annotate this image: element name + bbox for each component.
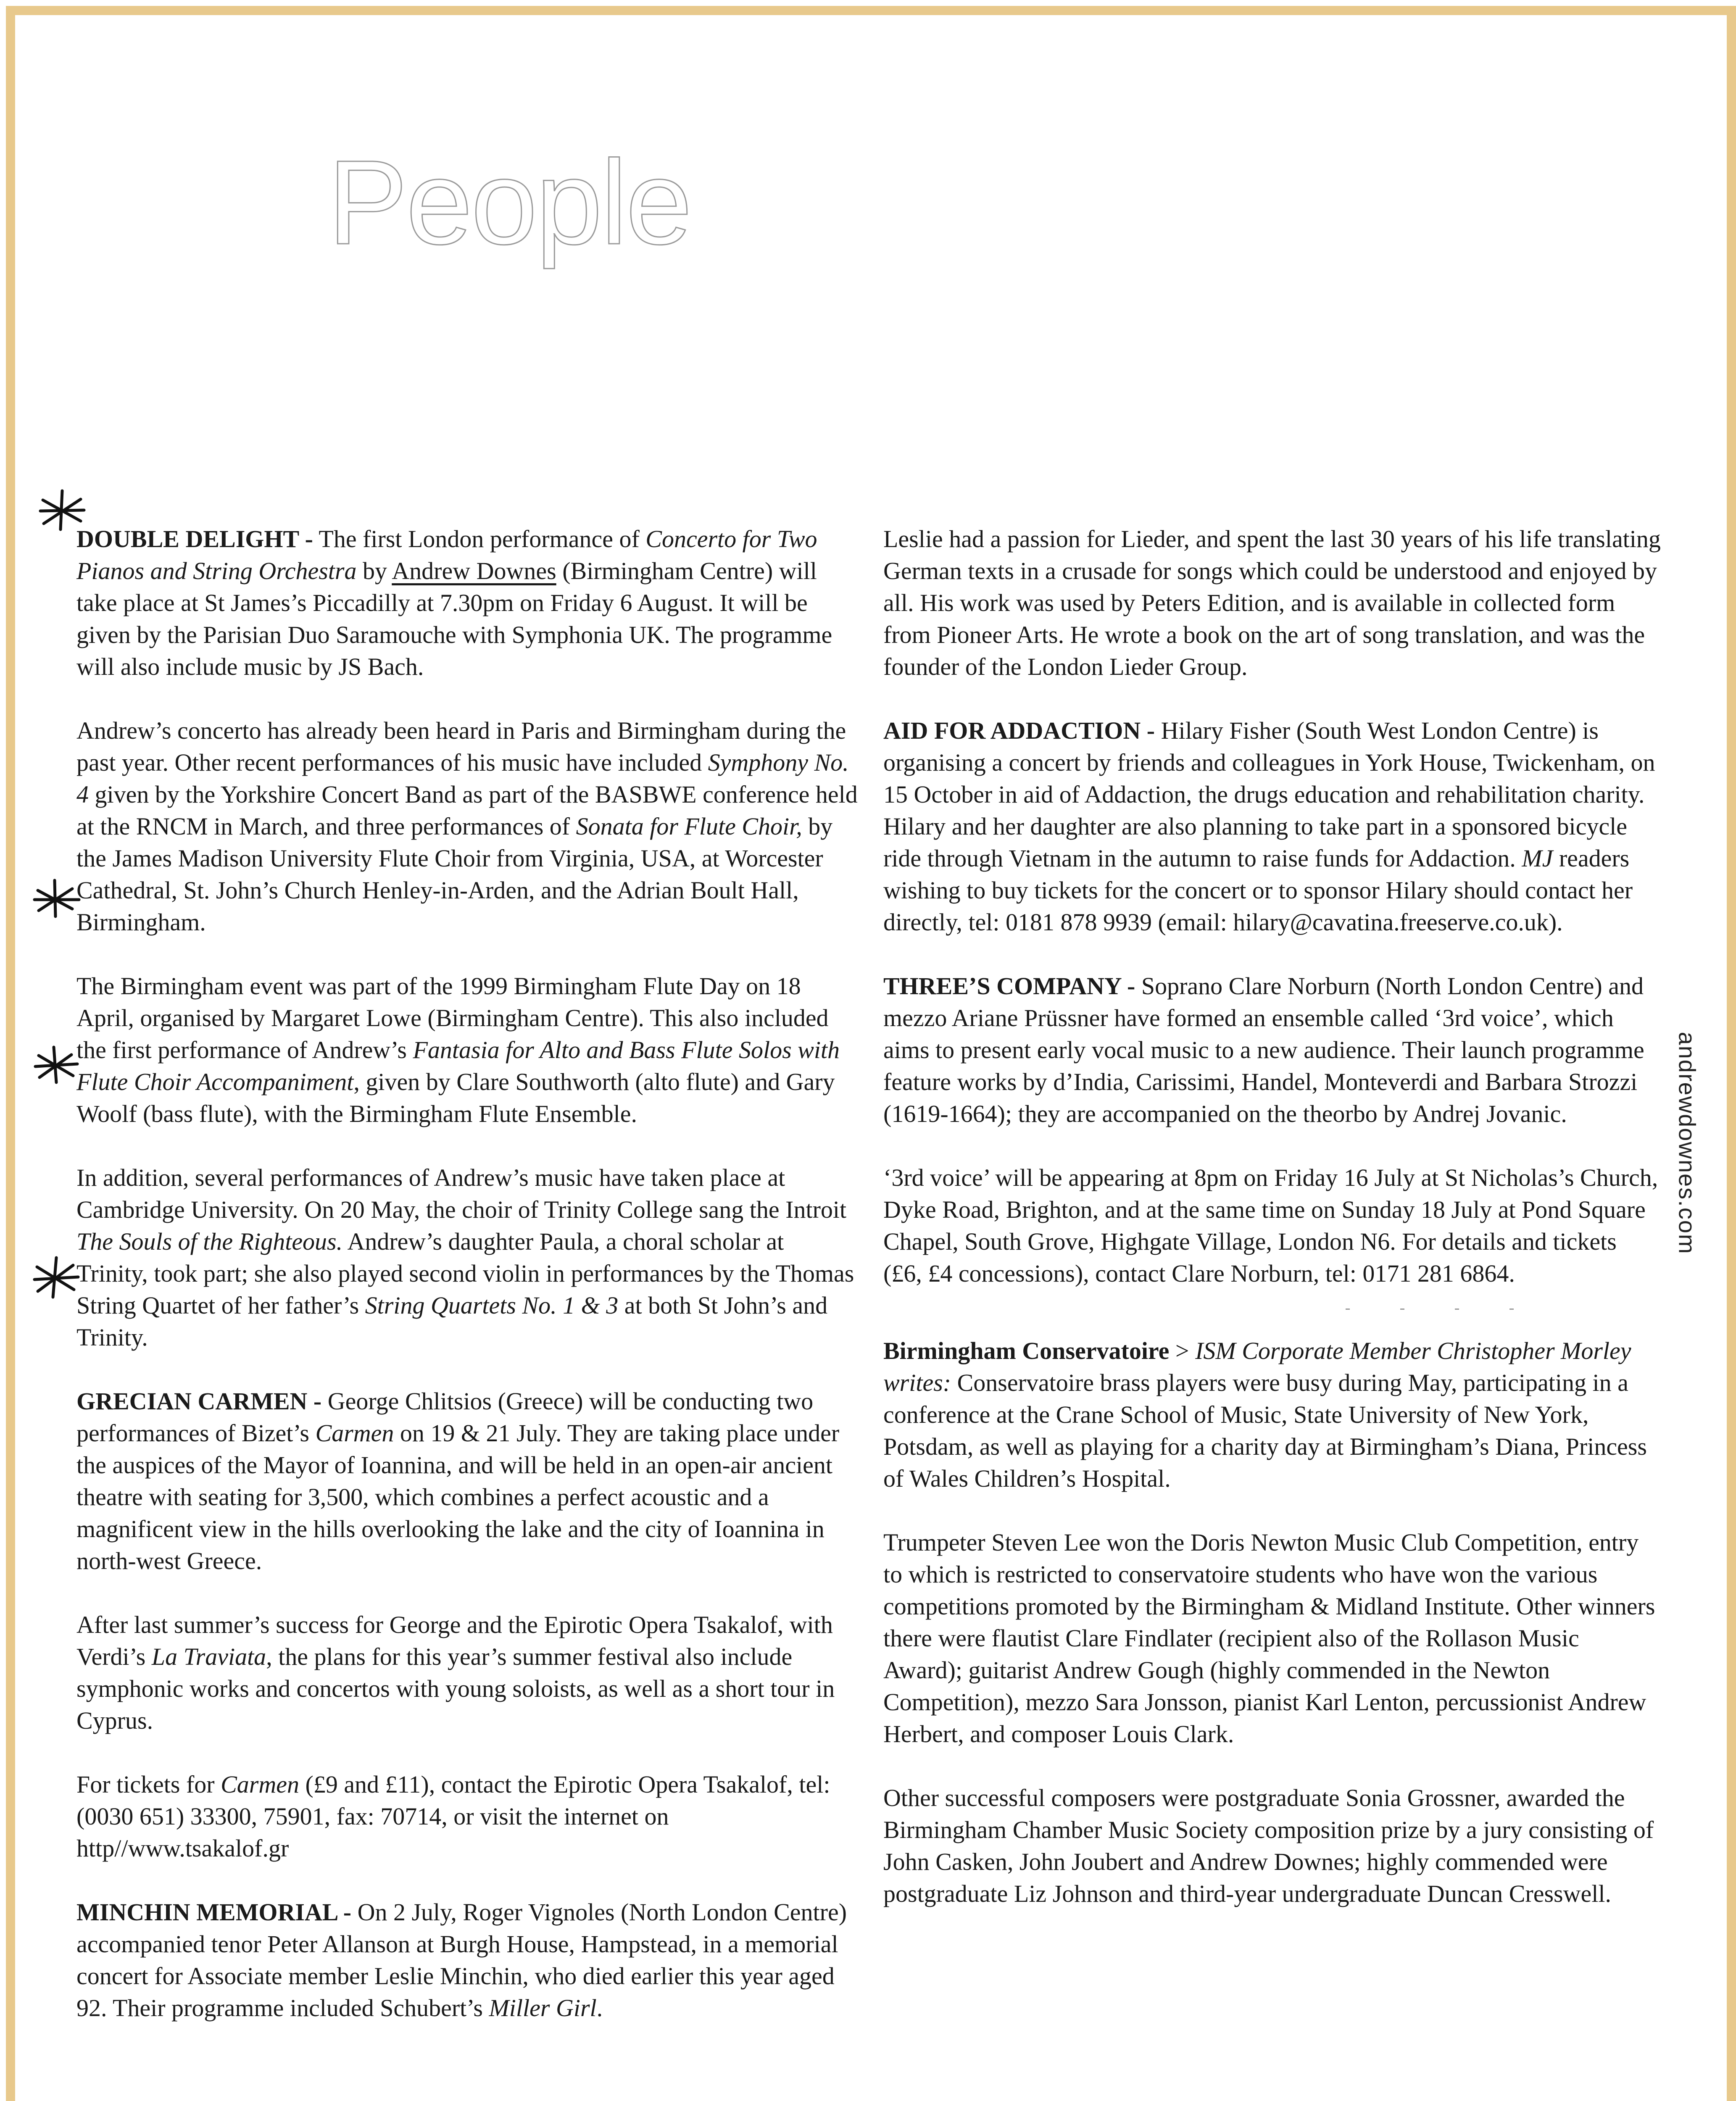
- paragraph-trumpeter: Trumpeter Steven Lee won the Doris Newton Music Club Competition, entry to which is restricted to conservatoire students who have won the various competitions promoted by the Birmingham & Midland Institute. Other winners there were flautist Clare Findlater (recipient also of the Rollason Music Award); guitarist Andrew Gough (highly commended in the Newton Competition), mezzo Sara Jonsson, pianist Karl Lenton, percussionist Andrew Herbert, and composer Louis Clark.: [883, 1529, 1655, 1748]
- left-column: [76, 523, 858, 2024]
- underlined-name: Andrew Downes: [392, 557, 556, 584]
- article-birmingham-conservatoire: Birmingham Conservatoire > ISM Corporate Member Christopher Morley writes: Conservatoire brass players were busy during May, participating in a conference at the Crane School of Music, State University of New York, Potsdam, as well as playing for a charity day at Birmingham’s Diana, Princess of Wales Children’s Hospital.: [883, 1337, 1647, 1492]
- paragraph-third-voice: ‘3rd voice’ will be appearing at 8pm on Friday 16 July at St Nicholas’s Church, Dyke Road, Brighton, and at the same time on Sunday 18 July at Pond Square Chapel, South Grove, Highgate Village, London N6. For details and tickets (£6, £4 concessions), contact Clare Norburn, tel: 0171 281 6864.: [883, 1164, 1658, 1287]
- sidebar-url: [1670, 1025, 1704, 1261]
- asterisk-mark-icon: [30, 876, 81, 922]
- sidebar-url-text: andrewdownes.com: [1674, 1031, 1701, 1255]
- paragraph-cambridge: In addition, several performances of Andrew’s music have taken place at Cambridge University. On 20 May, the choir of Trinity College sang the Introit The Souls of the Righteous. Andrew’s daughter Paula, a choral scholar at Trinity, took part; she also played second violin in performances by the Thomas String Quartet of her father’s String Quartets No. 1 & 3 at both St John’s and Trinity.: [76, 1164, 854, 1351]
- paragraph-leslie: Leslie had a passion for Lieder, and spent the last 30 years of his life translating German texts in a crusade for songs which could be understood and enjoyed by all. His work was used by Peters Edition, and is available in collected form from Pioneer Arts. He wrote a book on the art of song translation, and was the founder of the London Lieder Group.: [883, 525, 1661, 680]
- paragraph-concerto: Andrew’s concerto has already been heard in Paris and Birmingham during the past year. Other recent performances of his music have included Symphony No. 4 given by the Yorkshire Concert Band as part of the BASBWE conference held at the RNCM in March, and three performances of Sonata for Flute Choir, by the James Madison University Flute Choir from Virginia, USA, at Worcester Cathedral, St. John’s Church Henley-in-Arden, and the Adrian Boult Hall, Birmingham.: [76, 717, 858, 936]
- paragraph-composers: Other successful composers were postgraduate Sonia Grossner, awarded the Birmingham Chamber Music Society composition prize by a jury consisting of John Casken, John Joubert and Andrew Downes; highly commended were postgraduate Liz Johnson and third-year undergraduate Duncan Cresswell.: [883, 1784, 1654, 1907]
- paragraph-tickets: For tickets for Carmen (£9 and £11), contact the Epirotic Opera Tsakalof, tel: (0030 651) 33300, 75901, fax: 70714, or visit the internet on http//www.tsakalof.gr: [76, 1771, 830, 1862]
- asterisk-mark-icon: [30, 1254, 81, 1301]
- page-title: People: [328, 136, 691, 269]
- paragraph-flute-day: The Birmingham event was part of the 1999 Birmingham Flute Day on 18 April, organised by Margaret Lowe (Birmingham Centre). This also included the first performance of Andrew’s Fantasia for Alto and Bass Flute Solos with Flute Choir Accompaniment, given by Clare Southworth (alto flute) and Gary Woolf (bass flute), with the Birmingham Flute Ensemble.: [76, 972, 840, 1127]
- paragraph-summer: After last summer’s success for George and the Epirotic Opera Tsakalof, with Verdi’s La Traviata, the plans for this year’s summer festival also include symphonic works and concertos with young soloists, as well as a short tour in Cyprus.: [76, 1611, 835, 1734]
- article-aid-for-addaction: AID FOR ADDACTION - Hilary Fisher (South West London Centre) is organising a concert by friends and colleagues in York House, Twickenham, on 15 October in aid of Addaction, the drugs education and rehabilitation charity. Hilary and her daughter are also planning to take part in a sponsored bicycle ride through Vietnam in the autumn to raise funds for Addaction. MJ readers wishing to buy tickets for the concert or to sponsor Hilary should contact her directly, tel: 0181 878 9939 (email: hilary@cavatina.freeserve.co.uk).: [883, 717, 1655, 936]
- article-double-delight: DOUBLE DELIGHT - The first London performance of Concerto for Two Pianos and String Orchestra by Andrew Downes (Birmingham Centre) will take place at St James’s Piccadilly at 7.30pm on Friday 6 August. It will be given by the Parisian Duo Saramouche with Symphonia UK. The programme will also include music by JS Bach.: [76, 525, 832, 680]
- right-column: [883, 523, 1661, 1910]
- article-minchin-memorial: MINCHIN MEMORIAL - On 2 July, Roger Vignoles (North London Centre) accompanied tenor Peter Allanson at Burgh House, Hampstead, in a memorial concert for Associate member Leslie Minchin, who died earlier this year aged 92. Their programme included Schubert’s Miller Girl.: [76, 1898, 847, 2022]
- article-grecian-carmen: GRECIAN CARMEN - George Chlitsios (Greece) will be conducting two performances of Bizet’s Carmen on 19 & 21 July. They are taking place under the auspices of the Mayor of Ioannina, and will be held in an open-air ancient theatre with seating for 3,500, which combines a perfect acoustic and a magnificent view in the hills overlooking the lake and the city of Ioannina in north-west Greece.: [76, 1388, 840, 1574]
- section-divider: [1346, 1309, 1564, 1310]
- asterisk-mark-icon: [30, 1042, 81, 1088]
- article-threes-company: THREE’S COMPANY - Soprano Clare Norburn (North London Centre) and mezzo Ariane Prüssner have formed an ensemble called ‘3rd voice’, which aims to present early vocal music to a new audience. Their launch programme feature works by d’India, Carissimi, Handel, Monteverdi and Barbara Strozzi (1619-1664); they are accompanied on the theorbo by Andrej Jovanic.: [883, 972, 1644, 1127]
